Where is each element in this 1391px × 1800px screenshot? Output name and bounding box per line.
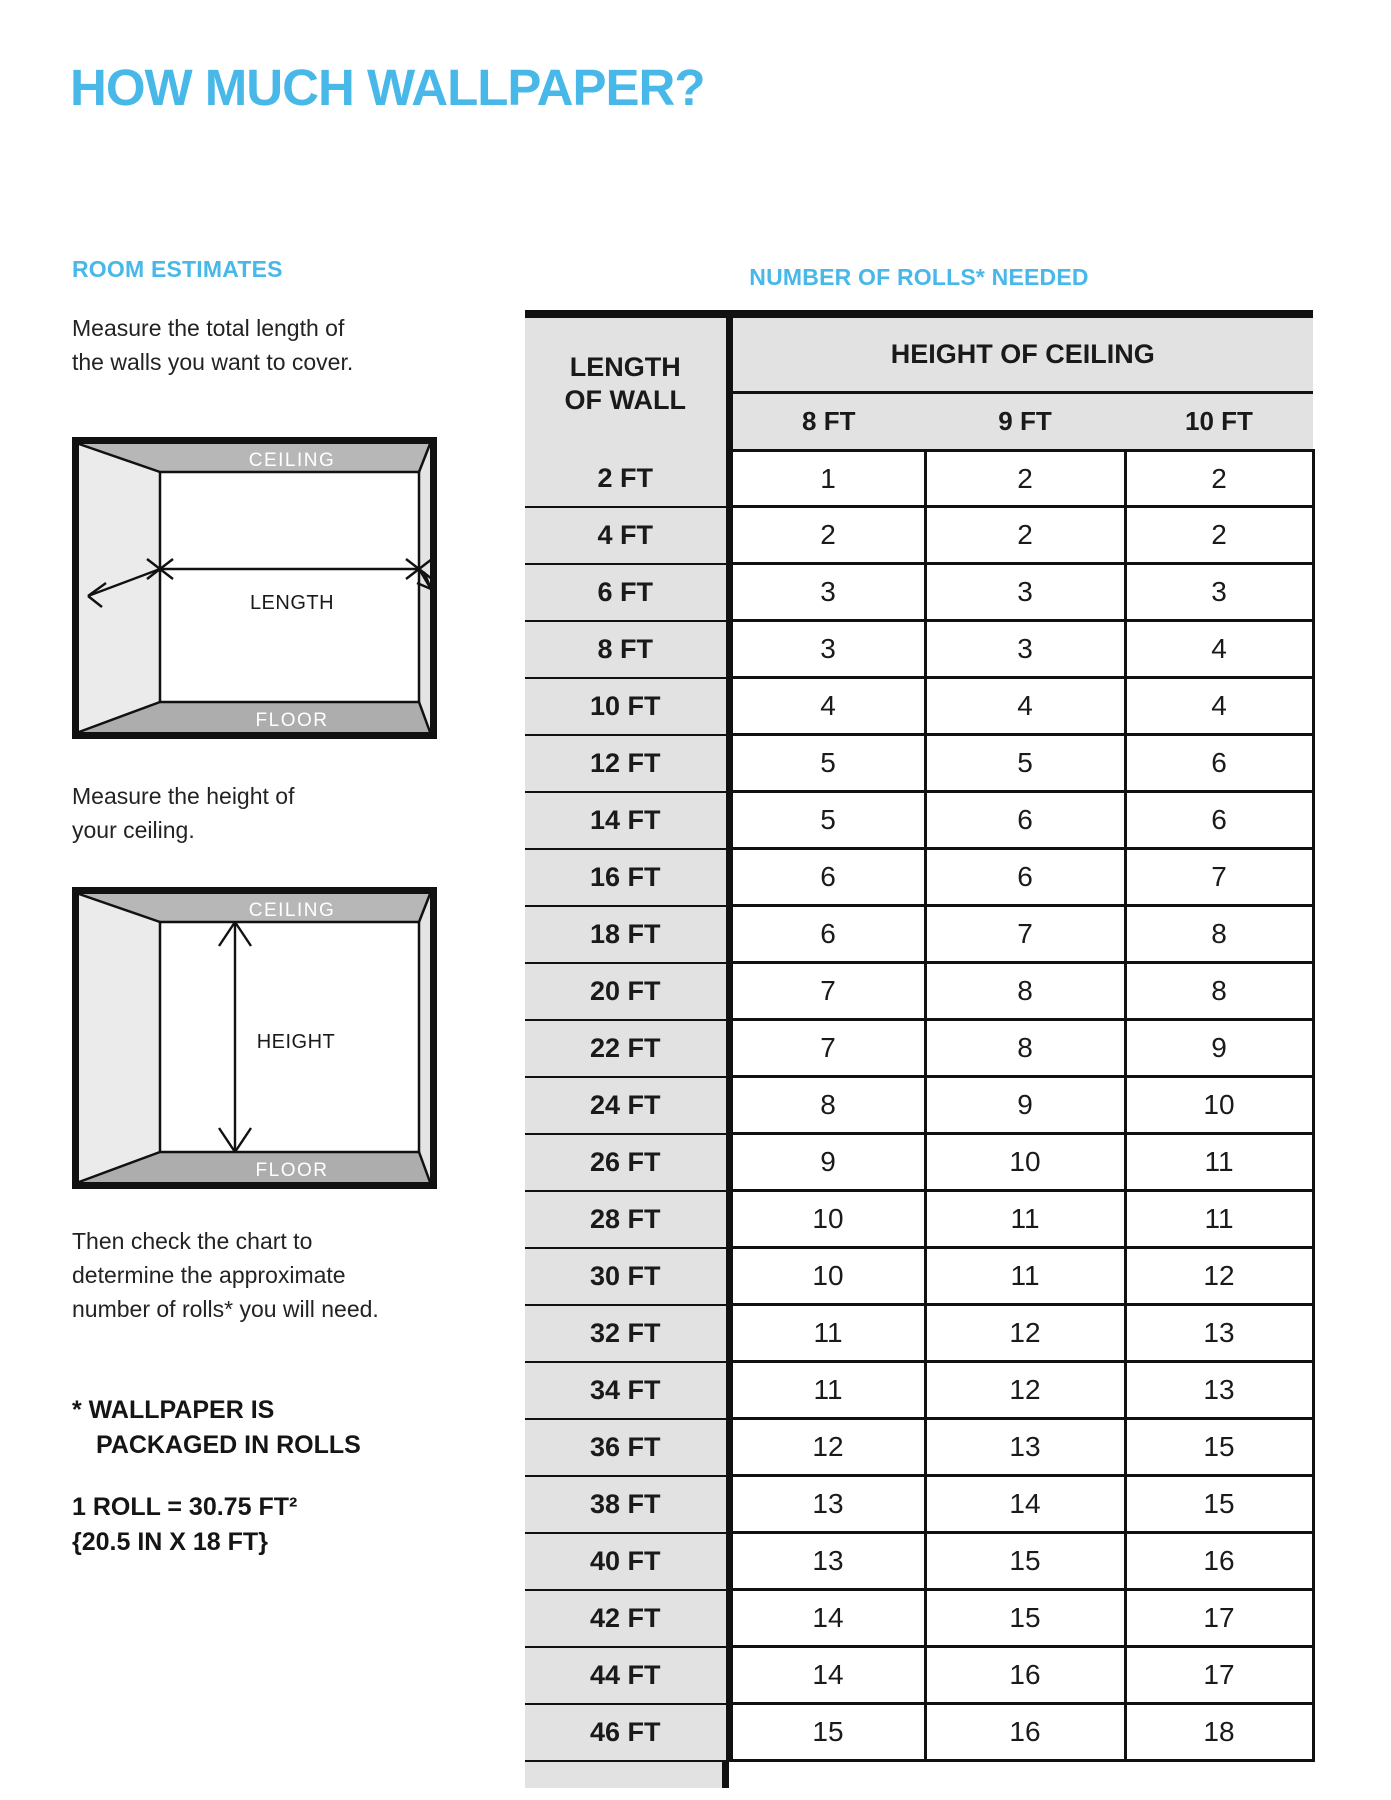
- room-estimates-heading: ROOM ESTIMATES: [72, 256, 283, 282]
- wall-length-cell: 28 FT: [525, 1191, 729, 1248]
- wall-length-cell: 10 FT: [525, 678, 729, 735]
- rolls-9ft-cell: 16: [925, 1647, 1125, 1704]
- rolls-9ft-cell: 2: [925, 507, 1125, 564]
- ceiling-label: CEILING: [248, 900, 336, 921]
- table-row: [525, 1533, 1313, 1590]
- instruction-height-line2: your ceiling.: [72, 817, 195, 843]
- rolls-8ft-cell: 6: [729, 849, 925, 906]
- rolls-footnote-line1: * WALLPAPER IS: [72, 1396, 275, 1424]
- rolls-8ft-cell: 10: [729, 1248, 925, 1305]
- wall-length-cell: 22 FT: [525, 1020, 729, 1077]
- left-wall: [79, 894, 160, 1182]
- table-row: [525, 1305, 1313, 1362]
- rolls-8ft-cell: 5: [729, 792, 925, 849]
- wall-length-cell: 34 FT: [525, 1362, 729, 1419]
- wall-length-cell: 40 FT: [525, 1533, 729, 1590]
- room-height-diagram: [72, 887, 437, 1189]
- rolls-9ft-cell: 13: [925, 1419, 1125, 1476]
- rolls-10ft-cell: 6: [1125, 792, 1313, 849]
- rolls-8ft-cell: 11: [729, 1305, 925, 1362]
- rolls-footnote-line2: PACKAGED IN ROLLS: [96, 1431, 361, 1459]
- table-row: [525, 1419, 1313, 1476]
- instruction-length: [72, 311, 353, 379]
- rolls-8ft-cell: 9: [729, 1134, 925, 1191]
- rolls-10ft-cell: 18: [1125, 1704, 1313, 1761]
- instruction-chart-line3: number of rolls* you will need.: [72, 1296, 379, 1322]
- page-title: HOW MUCH WALLPAPER?: [70, 59, 705, 116]
- instruction-length-line1: Measure the total length of: [72, 315, 345, 341]
- rolls-8ft-cell: 3: [729, 564, 925, 621]
- table-row: [525, 1077, 1313, 1134]
- rolls-8ft-cell: 2: [729, 507, 925, 564]
- rolls-9ft-cell: 11: [925, 1248, 1125, 1305]
- table-row: [525, 451, 1313, 507]
- rolls-9ft-cell: 6: [925, 792, 1125, 849]
- rolls-9ft-cell: 3: [925, 564, 1125, 621]
- instruction-length-line2: the walls you want to cover.: [72, 349, 354, 375]
- table-row: [525, 1362, 1313, 1419]
- rolls-10ft-cell: 15: [1125, 1419, 1313, 1476]
- table-row: [525, 1647, 1313, 1704]
- table-row: [525, 1248, 1313, 1305]
- rolls-9ft-cell: 3: [925, 621, 1125, 678]
- rolls-8ft-cell: 7: [729, 1020, 925, 1077]
- roll-size-line2: {20.5 IN X 18 FT}: [72, 1528, 268, 1556]
- col-header-9ft: 9 FT: [925, 393, 1125, 451]
- rolls-10ft-cell: 11: [1125, 1134, 1313, 1191]
- back-wall: [160, 472, 419, 702]
- rolls-8ft-cell: 7: [729, 963, 925, 1020]
- wall-length-cell: 36 FT: [525, 1419, 729, 1476]
- col-header-length-of-wall: [525, 314, 729, 451]
- table-row: [525, 1704, 1313, 1761]
- rolls-8ft-cell: 4: [729, 678, 925, 735]
- table-row: [525, 849, 1313, 906]
- wall-length-cell: 2 FT: [525, 451, 729, 507]
- wall-length-cell: 6 FT: [525, 564, 729, 621]
- rolls-9ft-cell: 15: [925, 1590, 1125, 1647]
- rolls-10ft-cell: 8: [1125, 906, 1313, 963]
- rolls-9ft-cell: 14: [925, 1476, 1125, 1533]
- rolls-10ft-cell: 2: [1125, 451, 1313, 507]
- rolls-table-container: [525, 310, 1313, 1788]
- rolls-table: [525, 310, 1315, 1762]
- rolls-8ft-cell: 3: [729, 621, 925, 678]
- rolls-9ft-cell: 7: [925, 906, 1125, 963]
- rolls-9ft-cell: 16: [925, 1704, 1125, 1761]
- rolls-10ft-cell: 6: [1125, 735, 1313, 792]
- rolls-9ft-cell: 15: [925, 1533, 1125, 1590]
- rolls-8ft-cell: 15: [729, 1704, 925, 1761]
- rolls-8ft-cell: 11: [729, 1362, 925, 1419]
- instruction-chart: [72, 1224, 379, 1326]
- table-row: [525, 1020, 1313, 1077]
- rolls-10ft-cell: 3: [1125, 564, 1313, 621]
- col-header-8ft: 8 FT: [729, 393, 925, 451]
- rolls-8ft-cell: 6: [729, 906, 925, 963]
- table-row: [525, 1590, 1313, 1647]
- ceiling-label: CEILING: [248, 450, 336, 471]
- height-label: HEIGHT: [256, 1031, 336, 1053]
- table-row: [525, 1476, 1313, 1533]
- left-wall: [79, 444, 160, 732]
- roll-size-line1: 1 ROLL = 30.75 FT²: [72, 1493, 298, 1521]
- wall-length-cell: 38 FT: [525, 1476, 729, 1533]
- right-wall: [419, 894, 430, 1182]
- table-row: [525, 906, 1313, 963]
- rolls-9ft-cell: 12: [925, 1305, 1125, 1362]
- rolls-10ft-cell: 2: [1125, 507, 1313, 564]
- wall-length-cell: 32 FT: [525, 1305, 729, 1362]
- rolls-10ft-cell: 8: [1125, 963, 1313, 1020]
- wall-length-cell: 4 FT: [525, 507, 729, 564]
- rolls-8ft-cell: 8: [729, 1077, 925, 1134]
- rolls-10ft-cell: 15: [1125, 1476, 1313, 1533]
- table-row: [525, 792, 1313, 849]
- table-row: [525, 621, 1313, 678]
- wall-length-cell: 8 FT: [525, 621, 729, 678]
- rolls-8ft-cell: 14: [729, 1647, 925, 1704]
- table-header-row-1: [525, 314, 1313, 393]
- rolls-10ft-cell: 17: [1125, 1590, 1313, 1647]
- rolls-8ft-cell: 1: [729, 451, 925, 507]
- wall-length-cell: 42 FT: [525, 1590, 729, 1647]
- rolls-9ft-cell: 12: [925, 1362, 1125, 1419]
- length-of-wall-line2: OF WALL: [564, 385, 686, 416]
- table-row: [525, 507, 1313, 564]
- instruction-height-line1: Measure the height of: [72, 783, 295, 809]
- rolls-8ft-cell: 12: [729, 1419, 925, 1476]
- rolls-10ft-cell: 4: [1125, 678, 1313, 735]
- col-group-height-of-ceiling: HEIGHT OF CEILING: [729, 314, 1313, 393]
- wall-length-cell: 44 FT: [525, 1647, 729, 1704]
- instruction-chart-line1: Then check the chart to: [72, 1228, 313, 1254]
- rolls-9ft-cell: 8: [925, 1020, 1125, 1077]
- wall-length-cell: 26 FT: [525, 1134, 729, 1191]
- floor-label: FLOOR: [255, 1160, 329, 1181]
- rolls-9ft-cell: 6: [925, 849, 1125, 906]
- rolls-10ft-cell: 12: [1125, 1248, 1313, 1305]
- rolls-9ft-cell: 10: [925, 1134, 1125, 1191]
- roll-size-note: [72, 1490, 297, 1560]
- length-label: LENGTH: [249, 592, 335, 614]
- wall-length-cell: 30 FT: [525, 1248, 729, 1305]
- rolls-10ft-cell: 11: [1125, 1191, 1313, 1248]
- rolls-8ft-cell: 5: [729, 735, 925, 792]
- rolls-8ft-cell: 10: [729, 1191, 925, 1248]
- wall-length-cell: 20 FT: [525, 963, 729, 1020]
- rolls-10ft-cell: 4: [1125, 621, 1313, 678]
- table-row: [525, 564, 1313, 621]
- rolls-9ft-cell: 5: [925, 735, 1125, 792]
- rolls-9ft-cell: 2: [925, 451, 1125, 507]
- instruction-height: [72, 779, 294, 847]
- col-header-10ft: 10 FT: [1125, 393, 1313, 451]
- rolls-8ft-cell: 14: [729, 1590, 925, 1647]
- table-bottom-stub: [525, 1762, 729, 1788]
- rolls-10ft-cell: 9: [1125, 1020, 1313, 1077]
- table-row: [525, 963, 1313, 1020]
- rolls-9ft-cell: 4: [925, 678, 1125, 735]
- rolls-10ft-cell: 13: [1125, 1362, 1313, 1419]
- table-row: [525, 1191, 1313, 1248]
- wall-length-cell: 18 FT: [525, 906, 729, 963]
- rolls-9ft-cell: 8: [925, 963, 1125, 1020]
- table-row: [525, 678, 1313, 735]
- rolls-8ft-cell: 13: [729, 1476, 925, 1533]
- rolls-footnote: [72, 1393, 361, 1463]
- rolls-9ft-cell: 11: [925, 1191, 1125, 1248]
- rolls-8ft-cell: 13: [729, 1533, 925, 1590]
- wall-length-cell: 14 FT: [525, 792, 729, 849]
- room-length-diagram: [72, 437, 437, 739]
- rolls-10ft-cell: 10: [1125, 1077, 1313, 1134]
- rolls-9ft-cell: 9: [925, 1077, 1125, 1134]
- instruction-chart-line2: determine the approximate: [72, 1262, 346, 1288]
- wall-length-cell: 24 FT: [525, 1077, 729, 1134]
- wall-length-cell: 46 FT: [525, 1704, 729, 1761]
- wall-length-cell: 12 FT: [525, 735, 729, 792]
- table-row: [525, 735, 1313, 792]
- length-of-wall-line1: LENGTH: [569, 352, 681, 383]
- floor-label: FLOOR: [255, 710, 329, 731]
- rolls-10ft-cell: 13: [1125, 1305, 1313, 1362]
- rolls-10ft-cell: 16: [1125, 1533, 1313, 1590]
- rolls-10ft-cell: 17: [1125, 1647, 1313, 1704]
- table-row: [525, 1134, 1313, 1191]
- rolls-10ft-cell: 7: [1125, 849, 1313, 906]
- wall-length-cell: 16 FT: [525, 849, 729, 906]
- rolls-needed-heading: NUMBER OF ROLLS* NEEDED: [749, 264, 1089, 290]
